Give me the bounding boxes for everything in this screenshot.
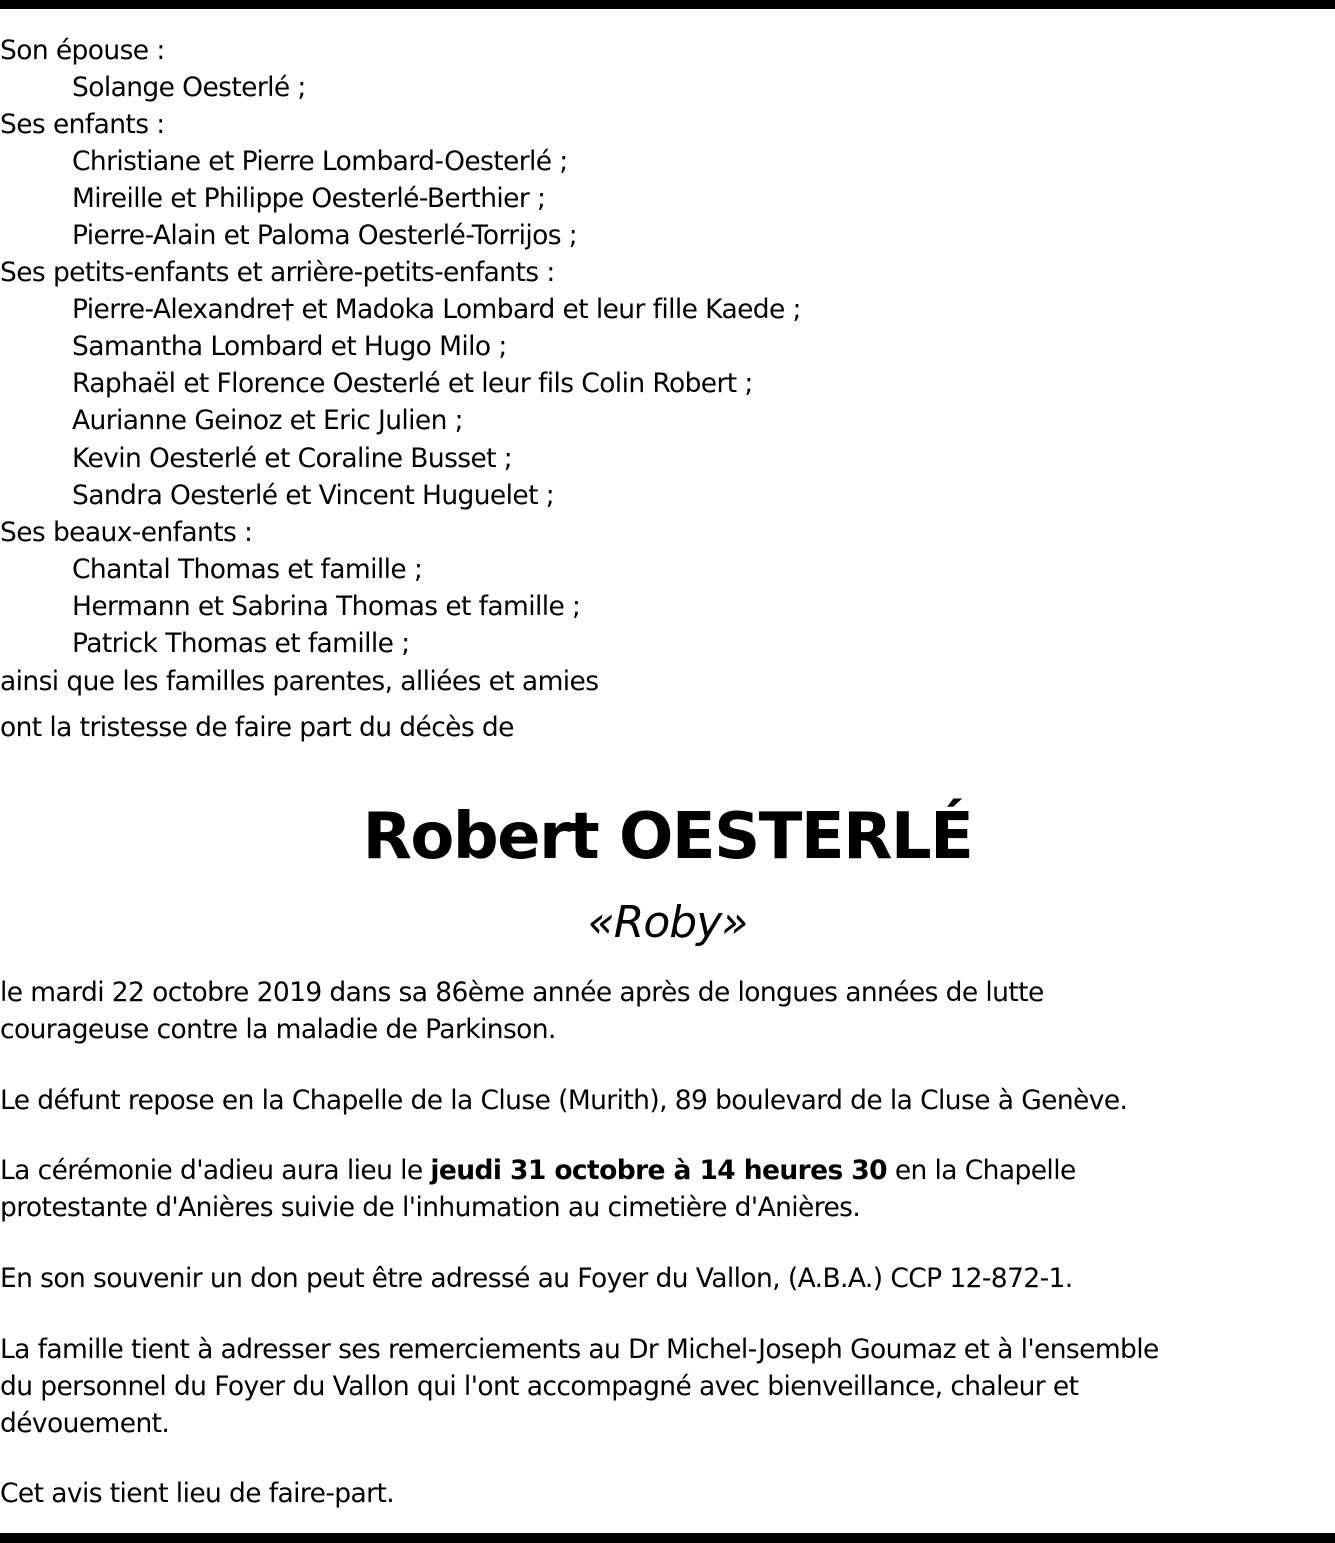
ceremony-line (0, 1152, 1076, 1189)
family-closing: ainsi que les familles parentes, alliées et amies (0, 666, 599, 697)
announcement-text: ont la tristesse de faire part du décès de (0, 712, 514, 743)
ceremony-date: jeudi 31 octobre à 14 heures 30 (430, 1155, 887, 1186)
spouse-heading: Son épouse : (0, 35, 165, 66)
grandchild-entry: Pierre-Alexandre† et Madoka Lombard et leur fille Kaede ; (72, 294, 801, 325)
child-entry: Pierre-Alain et Paloma Oesterlé-Torrijos ; (72, 220, 578, 251)
spouse-name: Solange Oesterlé ; (72, 72, 306, 103)
child-entry: Christiane et Pierre Lombard-Oesterlé ; (72, 146, 568, 177)
death-details-line: le mardi 22 octobre 2019 dans sa 86ème année après de longues années de lutte (0, 977, 1044, 1008)
death-details-line: courageuse contre la maladie de Parkinson. (0, 1014, 556, 1045)
donation-text: En son souvenir un don peut être adressé au Foyer du Vallon, (A.B.A.) CCP 12-872-1. (0, 1263, 1073, 1294)
stepchild-entry: Hermann et Sabrina Thomas et famille ; (72, 591, 581, 622)
children-heading: Ses enfants : (0, 109, 165, 140)
ceremony-post: en la Chapelle (887, 1155, 1076, 1186)
grandchild-entry: Raphaël et Florence Oesterlé et leur fils Colin Robert ; (72, 368, 753, 399)
grandchild-entry: Kevin Oesterlé et Coraline Busset ; (72, 443, 513, 474)
child-entry: Mireille et Philippe Oesterlé-Berthier ; (72, 183, 546, 214)
deceased-nickname: «Roby» (587, 897, 748, 948)
grandchildren-heading: Ses petits-enfants et arrière-petits-enfants : (0, 257, 555, 288)
grandchild-entry: Samantha Lombard et Hugo Milo ; (72, 331, 507, 362)
stepchildren-heading: Ses beaux-enfants : (0, 517, 253, 548)
rest-location: Le défunt repose en la Chapelle de la Cluse (Murith), 89 boulevard de la Cluse à Genève. (0, 1085, 1128, 1116)
stepchild-entry: Chantal Thomas et famille ; (72, 554, 423, 585)
bottom-rule (0, 1533, 1335, 1543)
stepchild-entry: Patrick Thomas et famille ; (72, 628, 410, 659)
notice-text: Cet avis tient lieu de faire-part. (0, 1478, 395, 1509)
grandchild-entry: Sandra Oesterlé et Vincent Huguelet ; (72, 480, 555, 511)
top-rule (0, 0, 1335, 9)
thanks-line: La famille tient à adresser ses remerciements au Dr Michel-Joseph Goumaz et à l'ensemble (0, 1334, 1159, 1365)
thanks-line: du personnel du Foyer du Vallon qui l'ont accompagné avec bienveillance, chaleur et (0, 1371, 1079, 1402)
thanks-line: dévouement. (0, 1408, 170, 1439)
grandchild-entry: Aurianne Geinoz et Eric Julien ; (72, 405, 463, 436)
deceased-name: Robert OESTERLÉ (362, 800, 973, 874)
ceremony-line-2: protestante d'Anières suivie de l'inhumation au cimetière d'Anières. (0, 1192, 861, 1223)
ceremony-pre: La cérémonie d'adieu aura lieu le (0, 1155, 431, 1186)
